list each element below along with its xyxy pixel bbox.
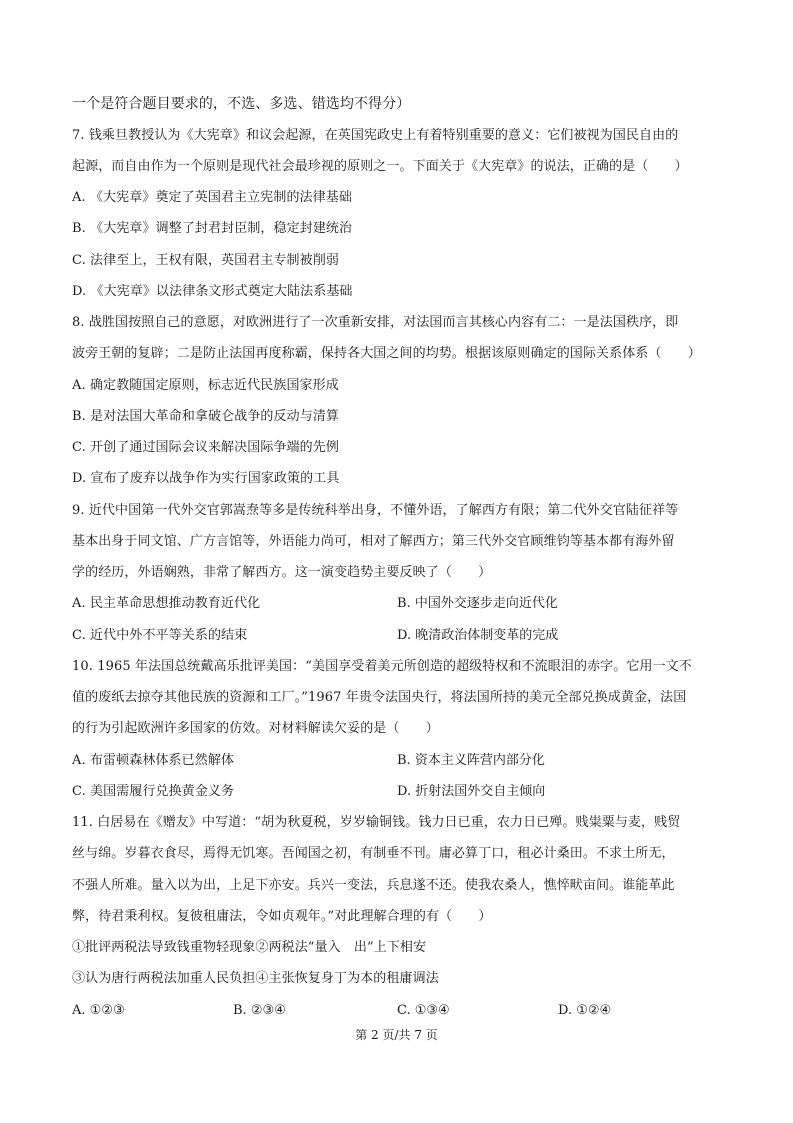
q11-stem-line-3: 不强人所难。量入以为出，上足下亦安。兵兴一变法，兵息遂不还。使我农桑人，憔悴畎亩间。谁能革此 [72,878,675,893]
q11-items-line-2: ③认为唐行两税法加重人民负担④主张恢复身丁为本的租庸调法 [72,971,439,986]
q9-stem-line-2: 基本出身于同文馆、广方言馆等，外语能力尚可，相对了解西方；第三代外交官顾维钧等基本都有海外留 [72,534,675,549]
q11-option-a: A. ①②③ [72,1003,125,1018]
q10-stem-line-3: 的行为引起欧洲许多国家的仿效。对材料解读欠妥的是（ ） [72,721,439,736]
page-number-footer: 第 2 页/共 7 页 [355,1028,438,1042]
q9-stem-line-1: 9. 近代中国第一代外交官郭嵩焘等多是传统科举出身，不懂外语，了解西方有限；第二代外交官陆征祥等 [72,503,679,518]
q9-stem-line-3: 学的经历，外语娴熟，非常了解西方。这一演变趋势主要反映了（ ） [72,565,492,580]
q11-stem-line-2: 丝与绵。岁暮衣食尽，焉得无饥寒。吾闻国之初，有制垂不刊。庸必算丁口，租必计桑田。不求土所无， [72,846,675,861]
q10-option-b: B. 资本主义阵营内部分化 [397,753,545,768]
q10-stem-line-2: 值的废纸去掠夺其他民族的资源和工厂。”1967 年贵令法国央行，将法国所持的美元全部兑换成黄金，法国 [72,690,687,705]
q8-option-d: D. 宣布了废弃以战争作为实行国家政策的工具 [72,471,340,486]
q7-stem-line-1: 7. 钱乘旦教授认为《大宪章》和议会起源，在英国宪政史上有着特别重要的意义：它们被视为国民自由的 [72,128,679,143]
q8-option-c: C. 开创了通过国际会议来解决国际争端的先例 [72,440,339,455]
section-instruction: 一个是符合题目要求的，不选、多选、错选均不得分） [72,96,411,112]
q9-option-c: C. 近代中外不平等关系的结束 [72,628,248,643]
q11-stem-line-4: 弊，待君秉利权。复彼租庸法，令如贞观年。”对此理解合理的有（ ） [72,909,492,924]
q11-stem-line-1: 11. 白居易在《赠友》中写道：“胡为秋夏税，岁岁输铜钱。钱力日已重，农力日已殚。贱粜粟与麦，贱贸 [72,815,681,830]
q9-option-a: A. 民主革命思想推动教育近代化 [72,596,261,611]
q9-option-b: B. 中国外交逐步走向近代化 [397,596,558,611]
q11-option-b: B. ②③④ [233,1003,286,1018]
q11-option-c: C. ①③④ [397,1003,450,1018]
q10-option-c: C. 美国需履行兑换黄金义务 [72,784,235,799]
q7-option-c: C. 法律至上，王权有限，英国君主专制被削弱 [72,253,339,268]
q7-stem-line-2: 起源，而自由作为一个原则是现代社会最珍视的原则之一。下面关于《大宪章》的说法，正确的是（ ） [72,159,688,174]
q9-option-d: D. 晚清政治体制变革的完成 [397,628,559,643]
q10-stem-line-1: 10. 1965 年法国总统戴高乐批评美国：“美国享受着美元所创造的超级特权和不流眼泪的赤字。它用一文不 [72,659,692,674]
q10-option-a: A. 布雷顿森林体系已然解体 [72,753,235,768]
q10-option-d: D. 折射法国外交自主倾向 [397,784,546,799]
q8-option-b: B. 是对法国大革命和拿破仑战争的反动与清算 [72,409,340,424]
q11-items-line-1: ①批评两税法导致钱重物轻现象②两税法“量入 出”上下相安 [72,940,427,955]
q8-stem-line-2: 波旁王朝的复辟；二是防止法国再度称霸，保持各大国之间的均势。根据该原则确定的国际关系体系（ ） [72,346,701,361]
q11-option-d: D. ①②④ [558,1003,612,1018]
q7-option-d: D. 《大宪章》以法律条文形式奠定大陆法系基础 [72,284,353,299]
q7-option-b: B. 《大宪章》调整了封君封臣制，稳定封建统治 [72,221,353,236]
q7-option-a: A. 《大宪章》奠定了英国君主立宪制的法律基础 [72,190,352,205]
q8-stem-line-1: 8. 战胜国按照自己的意愿，对欧洲进行了一次重新安排，对法国而言其核心内容有二：一是法国秩序，即 [72,315,679,330]
q8-option-a: A. 确定教随国定原则，标志近代民族国家形成 [72,378,339,393]
